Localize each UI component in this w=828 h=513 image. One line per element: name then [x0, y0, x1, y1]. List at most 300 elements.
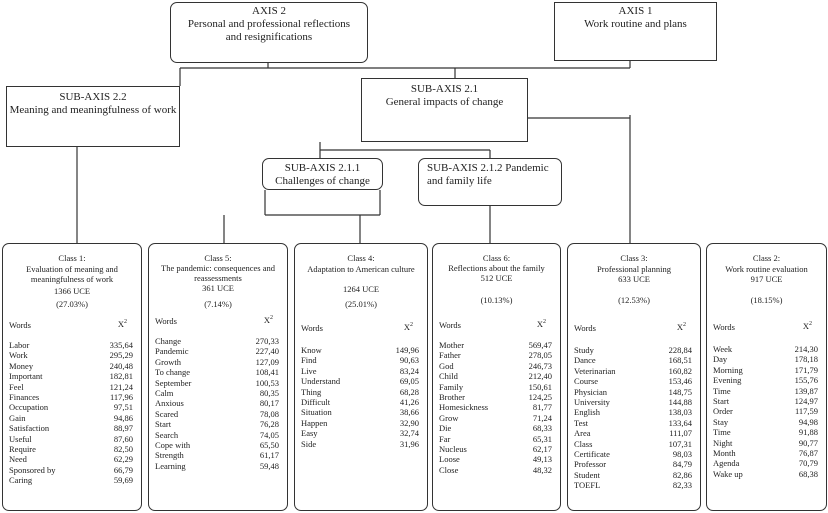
- words-column-header: [439, 320, 554, 330]
- word-row: [9, 361, 135, 371]
- words-label: Words: [9, 320, 31, 330]
- word-row: [439, 444, 554, 454]
- word: Find: [301, 355, 317, 366]
- chi-square-value: 171,79: [794, 364, 818, 375]
- word: Live: [301, 365, 317, 376]
- word-row: [439, 465, 554, 475]
- chi-square-value: 127,09: [255, 356, 279, 367]
- word-row: [713, 438, 820, 448]
- chi-square-label: $X^2$: [536, 318, 546, 329]
- sub-axis-2-2-title: SUB-AXIS 2.2: [59, 91, 127, 103]
- word: English: [574, 407, 600, 418]
- word: Die: [439, 423, 452, 434]
- word: Loose: [439, 454, 460, 465]
- word: Require: [9, 443, 36, 454]
- class-desc: Professional planning: [597, 264, 671, 274]
- word-row: [574, 387, 694, 397]
- word-row: [155, 398, 281, 408]
- chi-square-value: 68,33: [532, 423, 552, 434]
- word: Far: [439, 433, 451, 444]
- class-percentage: (25.01%): [345, 299, 377, 309]
- class-desc: Reflections about the family: [448, 263, 545, 273]
- chi-square-value: 65,31: [532, 433, 552, 444]
- word: Finances: [9, 391, 40, 402]
- chi-square-value: 69,05: [399, 376, 419, 387]
- chi-square-label: $X^2$: [403, 321, 413, 332]
- word-row: [574, 439, 694, 449]
- word-row: [9, 402, 135, 412]
- chi-square-value: 246,73: [528, 360, 552, 371]
- words-column-header: [155, 316, 281, 326]
- word: Satisfaction: [9, 423, 50, 434]
- word: Important: [9, 371, 43, 382]
- word: Work: [9, 350, 28, 361]
- word: Dance: [574, 355, 596, 366]
- word-row: [574, 397, 694, 407]
- class-uce: 917 UCE: [750, 274, 783, 284]
- word: Day: [713, 354, 728, 365]
- word: Useful: [9, 433, 32, 444]
- word: Night: [713, 437, 733, 448]
- chi-square-value: 84,79: [672, 459, 692, 470]
- word-row: [713, 406, 820, 416]
- word-row: [9, 382, 135, 392]
- word: Growth: [155, 356, 181, 367]
- word: Need: [9, 454, 27, 465]
- word: Morning: [713, 364, 743, 375]
- word-row: [439, 423, 554, 433]
- word-row: [574, 428, 694, 438]
- word: Stay: [713, 416, 729, 427]
- class-box-3: [567, 243, 701, 511]
- word: Strength: [155, 450, 184, 461]
- class-uce: 1264 UCE: [342, 284, 380, 294]
- word-list: [713, 344, 820, 479]
- word-row: [9, 413, 135, 423]
- chi-square-value: 108,41: [255, 367, 279, 378]
- chi-square-value: 569,47: [528, 340, 552, 350]
- word-row: [713, 354, 820, 364]
- sub-axis-2-2-subtitle: Meaning and meaningfulness of work: [9, 104, 177, 116]
- class-name: Class 4:: [347, 253, 375, 263]
- chi-square-superscript: 2: [543, 319, 546, 325]
- chi-square-value: 100,53: [255, 377, 279, 388]
- word-row: [155, 346, 281, 356]
- chi-square-value: 81,77: [532, 402, 552, 413]
- chi-square-value: 68,28: [399, 386, 419, 397]
- chi-square-value: 76,87: [798, 447, 818, 458]
- word-row: [9, 454, 135, 464]
- chi-square-value: 117,96: [109, 391, 133, 402]
- sub-axis-2-1-title: SUB-AXIS 2.1: [410, 83, 479, 95]
- class-name: Class 5:: [204, 253, 232, 263]
- chi-square-value: 111,07: [669, 428, 692, 439]
- word: Labor: [9, 340, 30, 350]
- word: Family: [439, 381, 464, 392]
- word-row: [713, 344, 820, 354]
- chi-square-value: 178,18: [794, 354, 818, 365]
- word-row: [574, 366, 694, 376]
- word-row: [439, 413, 554, 423]
- chi-square-value: 227,40: [255, 346, 279, 357]
- chi-square-value: 83,24: [399, 365, 419, 376]
- words-label: Words: [301, 323, 323, 333]
- chi-square-superscript: 2: [809, 321, 812, 327]
- word: University: [574, 396, 610, 407]
- sub-axis-2-1-2-title: SUB-AXIS 2.1.2 Pandemic and family life: [427, 162, 549, 187]
- class-percentage: (27.03%): [56, 299, 88, 309]
- word: Gain: [9, 412, 26, 423]
- chi-square-label: $X^2$: [676, 321, 686, 332]
- axis2-subtitle: Personal and professional reflections and resignifications: [187, 18, 351, 43]
- word-row: [439, 361, 554, 371]
- class-desc: Evaluation of meaning and meaningfulness of work: [26, 264, 118, 284]
- chi-square-value: 144,88: [668, 396, 692, 407]
- chi-square-value: 160,82: [668, 365, 692, 376]
- word-row: [713, 469, 820, 479]
- class-percentage: (7.14%): [204, 299, 232, 309]
- class-name: Class 1:: [58, 253, 86, 263]
- word-row: [574, 449, 694, 459]
- chi-square-superscript: 2: [270, 315, 273, 321]
- chi-square-value: 124,97: [794, 395, 818, 406]
- class-percentage: (10.13%): [480, 295, 513, 305]
- class-name: Class 6:: [482, 253, 511, 263]
- word: Understand: [301, 376, 341, 387]
- word: Wake up: [713, 468, 743, 479]
- chi-square-value: 80,35: [259, 387, 279, 398]
- word-row: [301, 366, 421, 376]
- word-list: [301, 345, 421, 449]
- word: Student: [574, 469, 600, 480]
- word-row: [9, 465, 135, 475]
- word: Close: [439, 464, 459, 475]
- sub-axis-2-1-1-subtitle: Challenges of change: [275, 175, 370, 187]
- word-row: [574, 355, 694, 365]
- class-box-4: [294, 243, 428, 511]
- chi-square-value: 61,17: [259, 450, 279, 461]
- word: Happen: [301, 417, 328, 428]
- chi-square-value: 59,69: [113, 475, 133, 486]
- word: Learning: [155, 460, 186, 471]
- class-name: Class 2:: [752, 253, 781, 263]
- sub-axis-2-1-subtitle: General impacts of change: [385, 96, 504, 108]
- word: Test: [574, 417, 589, 428]
- chi-square-value: 278,05: [528, 350, 552, 361]
- word: Month: [713, 447, 736, 458]
- class-percentage: (18.15%): [750, 295, 783, 305]
- chi-square-value: 124,25: [528, 391, 552, 402]
- word: Sponsored by: [9, 464, 56, 475]
- word-row: [439, 371, 554, 381]
- class-uce: 633 UCE: [618, 274, 650, 284]
- chi-square-value: 133,64: [668, 417, 692, 428]
- class-percentage: (12.53%): [618, 295, 650, 305]
- class-box-6: [432, 243, 561, 511]
- chi-square-value: 62,29: [113, 454, 133, 465]
- word: Evening: [713, 375, 742, 386]
- words-label: Words: [574, 323, 596, 333]
- chi-square-value: 153,46: [668, 376, 692, 387]
- word-row: [301, 407, 421, 417]
- word-row: [713, 365, 820, 375]
- word: Change: [155, 336, 181, 346]
- chi-square-value: 240,48: [109, 360, 133, 371]
- chi-square-value: 88,97: [113, 423, 133, 434]
- word: Child: [439, 371, 458, 382]
- word-row: [155, 461, 281, 471]
- word-row: [439, 340, 554, 350]
- chi-square-label: $X^2$: [802, 320, 812, 331]
- word: Nucleus: [439, 443, 467, 454]
- word-row: [155, 357, 281, 367]
- words-column-header: [713, 322, 820, 332]
- word-row: [439, 350, 554, 360]
- word-row: [713, 375, 820, 385]
- word-row: [9, 444, 135, 454]
- word: Start: [713, 395, 730, 406]
- word: Certificate: [574, 448, 610, 459]
- word: Week: [713, 344, 733, 354]
- axis2-title: AXIS 2: [252, 5, 286, 17]
- chi-square-value: 80,17: [259, 398, 279, 409]
- word: Know: [301, 345, 322, 355]
- word-row: [439, 382, 554, 392]
- chi-square-value: 212,40: [528, 371, 552, 382]
- chi-square-value: 65,50: [259, 439, 279, 450]
- chi-square-value: 66,79: [113, 464, 133, 475]
- chi-square-value: 76,28: [259, 419, 279, 430]
- chi-square-value: 335,64: [109, 340, 133, 350]
- word-row: [9, 340, 135, 350]
- chi-square-value: 82,86: [672, 469, 692, 480]
- sub-axis-2-1-2-box: [418, 158, 562, 206]
- word: Class: [574, 438, 593, 449]
- chi-square-superscript: 2: [410, 322, 413, 328]
- words-column-header: [574, 323, 694, 333]
- chi-square-value: 78,08: [259, 408, 279, 419]
- word: Grow: [439, 412, 459, 423]
- word: Scared: [155, 408, 179, 419]
- class-desc: Adaptation to American culture: [307, 264, 415, 274]
- chi-square-value: 74,05: [259, 429, 279, 440]
- sub-axis-2-1-1-title: SUB-AXIS 2.1.1: [284, 162, 361, 174]
- word-row: [439, 392, 554, 402]
- word-row: [439, 434, 554, 444]
- word: September: [155, 377, 192, 388]
- word: Calm: [155, 387, 174, 398]
- chi-square-value: 214,30: [794, 344, 818, 354]
- chi-square-value: 31,96: [399, 438, 419, 449]
- word: Homesickness: [439, 402, 489, 413]
- word-row: [713, 396, 820, 406]
- word-row: [9, 392, 135, 402]
- chi-square-value: 150,61: [528, 381, 552, 392]
- word-row: [713, 448, 820, 458]
- word-list: [155, 336, 281, 471]
- word: Thing: [301, 386, 322, 397]
- words-label: Words: [713, 322, 735, 332]
- chi-square-value: 48,32: [532, 464, 552, 475]
- class-uce: 361 UCE: [202, 283, 234, 293]
- word: Difficult: [301, 396, 331, 407]
- chi-square-label: $X^2$: [117, 318, 127, 329]
- chi-square-label: $X^2$: [263, 314, 273, 325]
- chi-square-value: 62,17: [532, 443, 552, 454]
- chi-square-value: 117,59: [794, 406, 818, 417]
- chi-square-value: 68,38: [798, 468, 818, 479]
- word: Easy: [301, 428, 318, 439]
- word-row: [155, 336, 281, 346]
- word-row: [301, 376, 421, 386]
- word: Money: [9, 360, 34, 371]
- word-row: [155, 450, 281, 460]
- word: Cope with: [155, 439, 191, 450]
- class-name: Class 3:: [620, 253, 648, 263]
- chi-square-value: 38,66: [399, 407, 419, 418]
- chi-square-value: 82,50: [113, 443, 133, 454]
- words-column-header: [9, 320, 135, 330]
- class-box-2: [706, 243, 827, 511]
- chi-square-value: 94,98: [798, 416, 818, 427]
- words-column-header: [301, 323, 421, 333]
- words-label: Words: [155, 316, 177, 326]
- word-row: [9, 434, 135, 444]
- word: Feel: [9, 381, 24, 392]
- word-row: [155, 409, 281, 419]
- word: Physician: [574, 386, 608, 397]
- word: Situation: [301, 407, 332, 418]
- word-row: [301, 355, 421, 365]
- chi-square-superscript: 2: [124, 319, 127, 325]
- chi-square-value: 168,51: [668, 355, 692, 366]
- chi-square-value: 32,90: [399, 417, 419, 428]
- word-row: [574, 418, 694, 428]
- word-row: [155, 419, 281, 429]
- word: Agenda: [713, 458, 740, 469]
- word-row: [301, 439, 421, 449]
- chi-square-value: 182,81: [109, 371, 133, 382]
- word-row: [9, 423, 135, 433]
- chi-square-value: 90,77: [798, 437, 818, 448]
- sub-axis-2-1-1-box: [262, 158, 383, 190]
- word-row: [9, 475, 135, 485]
- word: Order: [713, 406, 733, 417]
- chi-square-value: 82,33: [672, 480, 692, 491]
- sub-axis-2-2-box: [6, 86, 180, 147]
- word: Course: [574, 376, 599, 387]
- chi-square-value: 71,24: [532, 412, 552, 423]
- word: To change: [155, 367, 191, 378]
- class-uce: 512 UCE: [480, 273, 513, 283]
- word: Area: [574, 428, 591, 439]
- axis1-title: AXIS 1: [618, 5, 653, 17]
- word-list: [9, 340, 135, 485]
- class-box-5: [148, 243, 288, 511]
- word-row: [155, 378, 281, 388]
- word-row: [713, 427, 820, 437]
- sub-axis-2-1-box: [361, 78, 528, 142]
- word-row: [574, 480, 694, 490]
- word: Pandemic: [155, 346, 189, 357]
- word: Anxious: [155, 398, 184, 409]
- class-desc: Work routine evaluation: [725, 264, 808, 274]
- word-row: [713, 417, 820, 427]
- word: Caring: [9, 475, 33, 486]
- chi-square-value: 41,26: [399, 396, 419, 407]
- axis2-box: [170, 2, 368, 63]
- chi-square-value: 70,79: [798, 458, 818, 469]
- word-row: [574, 407, 694, 417]
- word-row: [574, 345, 694, 355]
- word: Study: [574, 345, 594, 355]
- chi-square-value: 155,76: [794, 375, 818, 386]
- chi-square-value: 138,03: [668, 407, 692, 418]
- chi-square-value: 295,29: [109, 350, 133, 361]
- chi-square-value: 107,31: [668, 438, 692, 449]
- word: TOEFL: [574, 480, 601, 491]
- word-row: [9, 371, 135, 381]
- word: Veterinarian: [574, 365, 616, 376]
- words-label: Words: [439, 320, 461, 330]
- chi-square-value: 91,88: [798, 427, 818, 438]
- word: Search: [155, 429, 179, 440]
- word-row: [301, 428, 421, 438]
- word-row: [155, 430, 281, 440]
- word-row: [713, 458, 820, 468]
- class-desc: The pandemic: consequences and reassessments: [161, 263, 275, 283]
- word-row: [155, 388, 281, 398]
- word: Time: [713, 427, 731, 438]
- chi-square-superscript: 2: [683, 322, 686, 328]
- word-row: [301, 345, 421, 355]
- word: Start: [155, 419, 172, 430]
- word-row: [155, 367, 281, 377]
- chi-square-value: 32,74: [399, 428, 419, 439]
- chi-square-value: 98,03: [672, 448, 692, 459]
- chi-square-value: 139,87: [794, 385, 818, 396]
- word: Professor: [574, 459, 607, 470]
- word: God: [439, 360, 454, 371]
- word-row: [439, 402, 554, 412]
- axis1-box: [554, 2, 717, 61]
- word-row: [713, 386, 820, 396]
- word: Father: [439, 350, 461, 361]
- word-row: [301, 418, 421, 428]
- class-uce: 1366 UCE: [53, 286, 91, 296]
- chi-square-value: 148,75: [668, 386, 692, 397]
- word-row: [9, 350, 135, 360]
- word-row: [439, 454, 554, 464]
- word: Time: [713, 385, 731, 396]
- word: Occupation: [9, 402, 49, 413]
- chi-square-value: 121,24: [109, 381, 133, 392]
- chi-square-value: 59,48: [259, 460, 279, 471]
- chi-square-value: 270,33: [255, 336, 279, 346]
- word: Brother: [439, 391, 465, 402]
- chi-square-value: 149,96: [395, 345, 419, 355]
- chi-square-value: 90,63: [399, 355, 419, 366]
- class-box-1: [2, 243, 142, 511]
- word-list: [439, 340, 554, 475]
- word: Side: [301, 438, 317, 449]
- axis1-subtitle: Work routine and plans: [584, 18, 687, 30]
- chi-square-value: 228,84: [668, 345, 692, 355]
- chi-square-value: 49,13: [532, 454, 552, 465]
- word-row: [301, 387, 421, 397]
- chi-square-value: 87,60: [113, 433, 133, 444]
- word-row: [574, 459, 694, 469]
